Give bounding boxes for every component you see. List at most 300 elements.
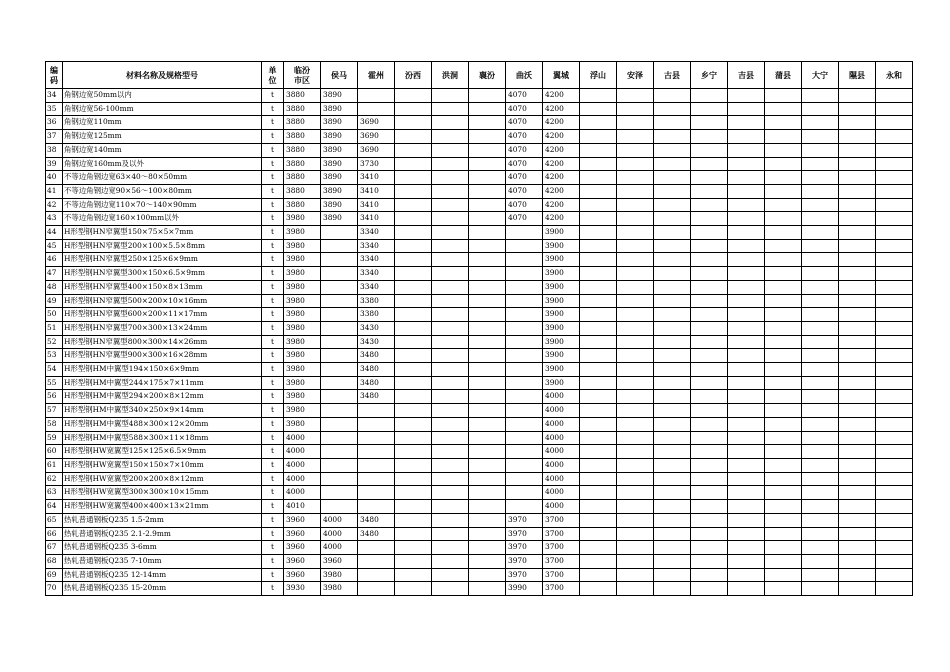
price-cell [876, 349, 913, 363]
price-cell [765, 486, 802, 500]
price-cell: 3980 [284, 376, 321, 390]
unit-cell: t [262, 390, 284, 404]
price-cell [469, 486, 506, 500]
price-cell [580, 568, 617, 582]
price-cell [728, 472, 765, 486]
price-cell [765, 500, 802, 514]
price-cell [691, 513, 728, 527]
price-cell [580, 143, 617, 157]
price-cell [395, 171, 432, 185]
price-cell: 3930 [284, 582, 321, 596]
price-cell [358, 89, 395, 103]
price-cell [691, 102, 728, 116]
price-cell [876, 363, 913, 377]
price-cell [691, 486, 728, 500]
price-cell [802, 458, 839, 472]
table-row [46, 417, 913, 431]
price-cell [691, 130, 728, 144]
price-cell [506, 321, 543, 335]
price-cell [728, 335, 765, 349]
price-cell [839, 212, 876, 226]
price-cell [469, 267, 506, 281]
row-number: 35 [46, 102, 63, 116]
price-cell [580, 363, 617, 377]
unit-cell: t [262, 335, 284, 349]
price-cell [432, 253, 469, 267]
price-cell [395, 308, 432, 322]
price-cell [802, 116, 839, 130]
price-cell [617, 335, 654, 349]
price-cell [802, 130, 839, 144]
price-cell [765, 541, 802, 555]
price-cell [654, 417, 691, 431]
price-cell [432, 226, 469, 240]
price-cell [728, 157, 765, 171]
price-cell [691, 541, 728, 555]
price-cell: 4070 [506, 102, 543, 116]
price-cell [580, 267, 617, 281]
header-row [46, 62, 913, 89]
price-cell [395, 130, 432, 144]
price-cell [321, 253, 358, 267]
price-cell: 3890 [321, 89, 358, 103]
price-cell: 4000 [284, 458, 321, 472]
row-number: 60 [46, 445, 63, 459]
table-row [46, 582, 913, 596]
price-cell [321, 404, 358, 418]
price-cell [432, 541, 469, 555]
price-cell: 4070 [506, 198, 543, 212]
price-cell [839, 458, 876, 472]
row-number: 37 [46, 130, 63, 144]
unit-cell: t [262, 267, 284, 281]
table-row [46, 102, 913, 116]
row-number: 59 [46, 431, 63, 445]
price-cell [580, 404, 617, 418]
price-cell [358, 554, 395, 568]
price-cell [802, 102, 839, 116]
price-cell [876, 198, 913, 212]
price-cell [728, 541, 765, 555]
price-cell [802, 321, 839, 335]
price-cell [654, 321, 691, 335]
table-row [46, 513, 913, 527]
table-row [46, 280, 913, 294]
material-name: H形型钢HW宽翼型150×150×7×10mm [63, 458, 262, 472]
price-cell [802, 541, 839, 555]
price-cell: 3970 [506, 554, 543, 568]
price-cell [432, 198, 469, 212]
column-header: 古县 [654, 62, 691, 89]
table-row [46, 143, 913, 157]
price-cell [876, 335, 913, 349]
material-name: H形型钢HN窄翼型150×75×5×7mm [63, 226, 262, 240]
price-cell [580, 308, 617, 322]
unit-cell: t [262, 198, 284, 212]
price-cell [321, 486, 358, 500]
material-name: H形型钢HN窄翼型600×200×11×17mm [63, 308, 262, 322]
price-cell [321, 500, 358, 514]
unit-cell: t [262, 321, 284, 335]
price-cell: 4200 [543, 89, 580, 103]
price-cell [321, 431, 358, 445]
price-cell [654, 226, 691, 240]
price-cell [395, 582, 432, 596]
price-cell [469, 363, 506, 377]
price-cell [432, 472, 469, 486]
price-cell [691, 212, 728, 226]
table-row [46, 486, 913, 500]
row-number: 67 [46, 541, 63, 555]
unit-cell: t [262, 445, 284, 459]
price-cell [765, 445, 802, 459]
price-cell: 3890 [321, 102, 358, 116]
price-cell [765, 568, 802, 582]
price-cell [654, 212, 691, 226]
price-cell [802, 472, 839, 486]
price-cell [469, 390, 506, 404]
table-row [46, 184, 913, 198]
price-cell [469, 143, 506, 157]
table-row [46, 212, 913, 226]
price-cell [580, 541, 617, 555]
price-cell [580, 458, 617, 472]
price-cell [839, 89, 876, 103]
column-header: 单 位 [262, 62, 284, 89]
price-cell [876, 171, 913, 185]
price-cell: 3960 [284, 541, 321, 555]
price-cell [876, 130, 913, 144]
price-cell: 3700 [543, 554, 580, 568]
price-cell [691, 404, 728, 418]
price-cell [876, 582, 913, 596]
unit-cell: t [262, 582, 284, 596]
price-cell [802, 445, 839, 459]
price-cell [432, 568, 469, 582]
price-cell [617, 171, 654, 185]
unit-cell: t [262, 280, 284, 294]
table-row [46, 308, 913, 322]
price-cell [580, 527, 617, 541]
price-cell [395, 239, 432, 253]
material-name: H形型钢HN窄翼型500×200×10×16mm [63, 294, 262, 308]
price-cell: 3690 [358, 116, 395, 130]
price-cell [802, 280, 839, 294]
price-cell [358, 404, 395, 418]
price-cell [432, 486, 469, 500]
row-number: 48 [46, 280, 63, 294]
unit-cell: t [262, 157, 284, 171]
price-cell [839, 116, 876, 130]
price-cell [876, 321, 913, 335]
price-cell [395, 472, 432, 486]
column-header: 汾西 [395, 62, 432, 89]
material-name: H形型钢HW宽翼型400×400×13×21mm [63, 500, 262, 514]
column-header: 蒲县 [765, 62, 802, 89]
price-cell: 3890 [321, 143, 358, 157]
price-cell [395, 404, 432, 418]
price-cell [876, 486, 913, 500]
price-cell [432, 349, 469, 363]
price-cell [728, 130, 765, 144]
price-cell [580, 226, 617, 240]
price-cell [728, 171, 765, 185]
price-cell [469, 335, 506, 349]
row-number: 34 [46, 89, 63, 103]
price-cell [839, 198, 876, 212]
price-cell: 4200 [543, 171, 580, 185]
price-cell: 3980 [284, 321, 321, 335]
unit-cell: t [262, 527, 284, 541]
price-cell: 3970 [506, 568, 543, 582]
price-cell: 3970 [506, 541, 543, 555]
column-header: 霍州 [358, 62, 395, 89]
price-cell: 3480 [358, 390, 395, 404]
column-header: 编 码 [46, 62, 63, 89]
material-name: H形型钢HN窄翼型900×300×16×28mm [63, 349, 262, 363]
price-cell [654, 445, 691, 459]
price-cell [839, 294, 876, 308]
material-name: 角钢边宽50mm以内 [63, 89, 262, 103]
price-cell [691, 171, 728, 185]
unit-cell: t [262, 472, 284, 486]
price-cell [654, 294, 691, 308]
price-cell [765, 527, 802, 541]
price-cell: 4070 [506, 171, 543, 185]
price-cell [876, 527, 913, 541]
material-name: 不等边角钢边宽160×100mm以外 [63, 212, 262, 226]
price-cell [839, 253, 876, 267]
price-cell: 4010 [284, 500, 321, 514]
price-cell [876, 116, 913, 130]
price-cell [617, 431, 654, 445]
price-cell [432, 513, 469, 527]
price-cell [654, 486, 691, 500]
price-cell [691, 157, 728, 171]
price-cell [728, 253, 765, 267]
price-cell [617, 349, 654, 363]
price-cell [654, 472, 691, 486]
price-cell [765, 171, 802, 185]
price-cell: 3980 [284, 417, 321, 431]
material-name: H形型钢HM中翼型294×200×8×12mm [63, 390, 262, 404]
price-cell [876, 308, 913, 322]
price-cell [691, 239, 728, 253]
price-cell [802, 513, 839, 527]
price-cell [765, 554, 802, 568]
price-cell [876, 184, 913, 198]
price-cell [469, 212, 506, 226]
material-name: 角钢边宽56-100mm [63, 102, 262, 116]
price-table [45, 61, 913, 596]
price-cell [839, 404, 876, 418]
price-cell: 3900 [543, 267, 580, 281]
price-cell [802, 486, 839, 500]
price-cell [728, 267, 765, 281]
price-cell: 4200 [543, 157, 580, 171]
price-cell: 4200 [543, 212, 580, 226]
price-cell [691, 280, 728, 294]
price-cell [580, 171, 617, 185]
price-cell [321, 458, 358, 472]
material-name: 热轧普通钢板Q235 2.1-2.9mm [63, 527, 262, 541]
price-cell [839, 568, 876, 582]
price-cell [395, 458, 432, 472]
price-cell [617, 417, 654, 431]
row-number: 39 [46, 157, 63, 171]
price-cell: 4000 [284, 486, 321, 500]
price-cell [654, 363, 691, 377]
price-cell: 3980 [284, 335, 321, 349]
price-cell [802, 363, 839, 377]
column-header: 大宁 [802, 62, 839, 89]
unit-cell: t [262, 500, 284, 514]
price-cell [395, 431, 432, 445]
price-cell [765, 212, 802, 226]
price-cell [432, 171, 469, 185]
price-cell [839, 280, 876, 294]
price-cell [691, 184, 728, 198]
price-cell: 4000 [543, 486, 580, 500]
price-cell [654, 267, 691, 281]
price-cell [321, 267, 358, 281]
price-cell [765, 239, 802, 253]
price-cell: 4070 [506, 157, 543, 171]
price-cell [802, 184, 839, 198]
price-cell: 3880 [284, 116, 321, 130]
price-cell [617, 513, 654, 527]
price-cell [765, 404, 802, 418]
table-row [46, 226, 913, 240]
table-row [46, 445, 913, 459]
price-cell: 3410 [358, 198, 395, 212]
unit-cell: t [262, 239, 284, 253]
price-cell [802, 582, 839, 596]
price-cell [395, 568, 432, 582]
price-cell [839, 472, 876, 486]
material-name: 不等边角钢边宽63×40～80×50mm [63, 171, 262, 185]
price-cell [802, 294, 839, 308]
price-cell [432, 130, 469, 144]
column-header: 吉县 [728, 62, 765, 89]
material-name: 角钢边宽140mm [63, 143, 262, 157]
price-cell [617, 568, 654, 582]
unit-cell: t [262, 226, 284, 240]
price-cell [691, 198, 728, 212]
price-cell [654, 349, 691, 363]
table-row [46, 294, 913, 308]
price-cell [839, 321, 876, 335]
row-number: 65 [46, 513, 63, 527]
price-cell [321, 294, 358, 308]
price-cell: 3990 [506, 582, 543, 596]
price-cell [839, 184, 876, 198]
price-cell [617, 321, 654, 335]
table-row [46, 130, 913, 144]
price-cell: 3900 [543, 280, 580, 294]
unit-cell: t [262, 568, 284, 582]
row-number: 62 [46, 472, 63, 486]
table-row [46, 363, 913, 377]
price-cell: 4000 [543, 458, 580, 472]
price-cell [765, 102, 802, 116]
price-cell: 4000 [284, 472, 321, 486]
price-cell [469, 239, 506, 253]
price-cell [765, 376, 802, 390]
price-cell [839, 376, 876, 390]
row-number: 64 [46, 500, 63, 514]
price-cell [765, 157, 802, 171]
price-cell [728, 431, 765, 445]
price-cell [580, 294, 617, 308]
unit-cell: t [262, 554, 284, 568]
price-cell [617, 500, 654, 514]
price-cell [506, 486, 543, 500]
price-cell [580, 582, 617, 596]
price-cell [654, 171, 691, 185]
price-cell [395, 554, 432, 568]
price-cell [691, 321, 728, 335]
price-cell [654, 335, 691, 349]
price-cell [580, 554, 617, 568]
price-cell [765, 130, 802, 144]
price-cell [654, 431, 691, 445]
price-cell [395, 363, 432, 377]
row-number: 57 [46, 404, 63, 418]
price-cell [654, 184, 691, 198]
table-row [46, 500, 913, 514]
unit-cell: t [262, 184, 284, 198]
price-cell [691, 267, 728, 281]
price-cell [469, 458, 506, 472]
row-number: 50 [46, 308, 63, 322]
price-cell: 3960 [321, 554, 358, 568]
price-cell [506, 390, 543, 404]
row-number: 68 [46, 554, 63, 568]
table-body [46, 89, 913, 596]
price-cell [691, 294, 728, 308]
price-cell: 3880 [284, 143, 321, 157]
price-cell [580, 472, 617, 486]
price-cell [321, 417, 358, 431]
price-cell [839, 541, 876, 555]
price-cell [432, 527, 469, 541]
unit-cell: t [262, 486, 284, 500]
price-cell [580, 212, 617, 226]
material-name: 角钢边宽125mm [63, 130, 262, 144]
row-number: 52 [46, 335, 63, 349]
price-cell [691, 527, 728, 541]
price-cell [506, 280, 543, 294]
price-cell [654, 541, 691, 555]
price-cell [580, 486, 617, 500]
price-cell [432, 404, 469, 418]
price-cell [839, 390, 876, 404]
row-number: 66 [46, 527, 63, 541]
price-cell [580, 500, 617, 514]
price-cell [691, 143, 728, 157]
price-cell: 4000 [543, 390, 580, 404]
row-number: 70 [46, 582, 63, 596]
table-row [46, 171, 913, 185]
material-name: 热轧普通钢板Q235 1.5-2mm [63, 513, 262, 527]
price-cell: 3900 [543, 376, 580, 390]
price-cell [728, 212, 765, 226]
price-cell: 3480 [358, 527, 395, 541]
price-cell [765, 472, 802, 486]
price-cell [432, 89, 469, 103]
price-cell [580, 335, 617, 349]
